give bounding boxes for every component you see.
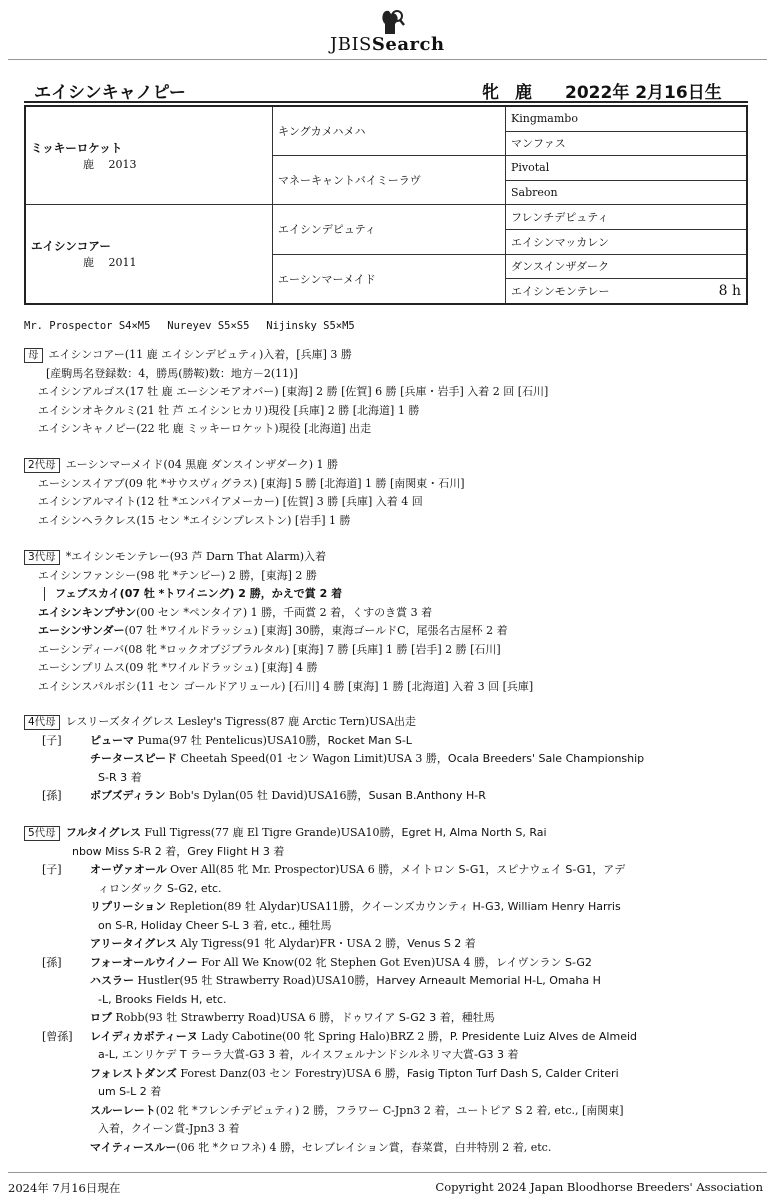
header-divider bbox=[8, 59, 767, 60]
section-head: エーシンマーメイド(04 黒鹿 ダンスインザダーク) 1 勝 bbox=[65, 458, 338, 471]
list-item: エーシンスイアブ(09 牝 *サウスヴィグラス) [東海] 5 勝 [北海道] 1 勝 [南関東・石川] bbox=[38, 476, 465, 490]
list-item-cont: ィロンダック S-G2, etc. bbox=[98, 881, 222, 895]
as-of-date: 2024年 7月16日現在 bbox=[8, 1181, 121, 1195]
pedigree-dam-dam[interactable]: エーシンマーメイド bbox=[273, 254, 506, 304]
section-dam bbox=[24, 346, 548, 439]
section-head: エイシンコアー(11 鹿 エイシンデピュティ)入着，[兵庫] 3 勝 bbox=[48, 348, 352, 361]
list-item: ハスラー Hustler(95 牡 Strawberry Road)USA10勝，Harvey Arneault Memorial H-L, Omaha H bbox=[90, 974, 601, 987]
list-item: フェブスカイ(07 牡 *トワイニング) 2 勝，かえで賞 2 着 bbox=[24, 585, 533, 604]
list-item: エイシンキャノピー(22 牝 鹿 ミッキーロケット)現役 [北海道] 出走 bbox=[38, 422, 372, 435]
horse-sex: 牝 bbox=[482, 83, 499, 103]
list-item: エイシンスパルボシ(11 セン ゴールドアリュール) [石川] 4 勝 [東海] 1 勝 [北海道] 入着 3 回 [兵庫] bbox=[38, 679, 534, 693]
pedigree-sire[interactable]: ミッキーロケット 鹿 2013 bbox=[25, 106, 273, 205]
list-item-cont: nbow Miss S-R 2 着，Grey Flight H 3 着 bbox=[72, 844, 285, 858]
list-item: エイシンオキクルミ(21 牡 芦 エイシンヒカリ)現役 [兵庫] 2 勝 [北海道] 1 勝 bbox=[38, 403, 420, 417]
list-item-cont: -L, Brooks Fields H, etc. bbox=[98, 992, 227, 1006]
horse-name: エイシンキャノピー bbox=[34, 83, 186, 103]
copyright: Copyright 2024 Japan Bloodhorse Breeders' Association bbox=[435, 1180, 763, 1194]
pedigree-sds[interactable]: Pivotal bbox=[506, 156, 748, 181]
pedigree-sire-dam[interactable]: マネーキャントバイミーラヴ bbox=[273, 156, 506, 205]
pedigree-ssd[interactable]: マンファス bbox=[506, 131, 748, 156]
list-item: エイシンファンシー(98 牝 *テンビー) 2 勝，[東海] 2 勝 bbox=[38, 568, 317, 582]
section-tag: 5代母 bbox=[24, 826, 60, 841]
list-item: [曾孫] レイディカボティーヌ Lady Cabotine(00 牝 Spring Halo)BRZ 2 勝，P. Presidente Luiz Alves de Almeid bbox=[42, 1029, 637, 1043]
pedigree-dss[interactable]: フレンチデピュティ bbox=[506, 205, 748, 230]
section-3rd-dam bbox=[24, 548, 533, 696]
title-rule bbox=[24, 101, 748, 103]
logo-jbis: JBIS bbox=[330, 34, 372, 55]
inbreed-mark: 8 h bbox=[718, 282, 741, 299]
list-item: [子] オーヴァオール Over All(85 牝 Mr. Prospector)USA 6 勝，メイトロン S-G1，スピナウェイ S-G1，アデ bbox=[42, 863, 626, 876]
horse-color: 鹿 bbox=[515, 83, 532, 103]
logo-search: Search bbox=[371, 34, 445, 55]
pedigree-dsd[interactable]: エイシンマッカレン bbox=[506, 229, 748, 254]
horse-birthdate: 2022年 2月16日生 bbox=[565, 83, 722, 103]
list-item: チータースピード Cheetah Speed(01 セン Wagon Limit)USA 3 勝，Ocala Breeders' Sale Championship bbox=[90, 752, 645, 765]
pedigree-dam-sire[interactable]: エイシンデピュティ bbox=[273, 205, 506, 254]
list-item: マイティースルー(06 牝 *クロフネ) 4 勝，セレブレイション賞，春菜賞，白井特別 2 着, etc. bbox=[90, 1140, 552, 1154]
list-item: エイシンアルゴス(17 牡 鹿 エーシンモアオバー) [東海] 2 勝 [佐賀] 6 勝 [兵庫・岩手] 入着 2 回 [石川] bbox=[38, 385, 549, 398]
pedigree-dam[interactable]: エイシンコアー 鹿 2011 bbox=[25, 205, 273, 304]
section-4th-dam bbox=[24, 713, 644, 806]
list-item: エイシンアルマイト(12 牡 *エンパイアメーカー) [佐賀] 3 勝 [兵庫] 入着 4 回 bbox=[38, 495, 423, 508]
section-tag: 2代母 bbox=[24, 458, 60, 473]
list-item-cont: a-L, エンリケデ T ラーラ大賞-G3 3 着，ルイスフェルナンドシルネリマ大賞-G3 3 着 bbox=[98, 1048, 519, 1061]
list-item-cont: 入着，クイーン賞-Jpn3 3 着 bbox=[98, 1122, 240, 1135]
list-item: エイシンヘラクレス(15 セン *エイシンプレストン) [岩手] 1 勝 bbox=[38, 513, 351, 527]
list-item: アリータイグレス Aly Tigress(91 牝 Alydar)FR・USA 2 勝，Venus S 2 着 bbox=[90, 937, 476, 950]
pedigree-sire-sire[interactable]: キングカメハメハ bbox=[273, 106, 506, 156]
list-item: フォレストダンズ Forest Danz(03 セン Forestry)USA 6 勝，Fasig Tipton Turf Dash S, Calder Criteri bbox=[90, 1066, 619, 1080]
list-item: エーシンディーバ(08 牝 *ロックオブジブラルタル) [東海] 7 勝 [兵庫] 1 勝 [岩手] 2 勝 [石川] bbox=[38, 642, 501, 656]
pedigree-sdd[interactable]: Sabreon bbox=[506, 180, 748, 205]
pedigree-ddd[interactable]: エイシンモンテレー 8 h bbox=[506, 279, 748, 304]
section-head: *エイシンモンテレー(93 芦 Darn That Alarm)入着 bbox=[65, 550, 327, 563]
jbis-logo[interactable] bbox=[330, 8, 460, 55]
pedigree-table bbox=[24, 105, 748, 305]
section-2nd-dam bbox=[24, 456, 465, 530]
list-item: エイシンキンプサン(00 セン *ペンタイア) 1 勝，千両賞 2 着，くすのき賞 3 着 bbox=[38, 605, 433, 619]
footer-divider bbox=[8, 1172, 767, 1173]
pedigree-dds[interactable]: ダンスインザダーク bbox=[506, 254, 748, 279]
section-head: レスリーズタイグレス Lesley's Tigress(87 鹿 Arctic Tern)USA出走 bbox=[65, 715, 416, 728]
list-item: ロブ Robb(93 牡 Strawberry Road)USA 6 勝，ドゥワイア S-G2 3 着，種牡馬 bbox=[90, 1011, 495, 1024]
section-tag: 4代母 bbox=[24, 715, 60, 730]
list-item: リプリーション Repletion(89 牡 Alydar)USA11勝，クイーンズカウンティ H-G3, William Henry Harris bbox=[90, 900, 621, 913]
section-tag: 3代母 bbox=[24, 550, 60, 565]
list-item: エーシンプリムス(09 牝 *ワイルドラッシュ) [東海] 4 勝 bbox=[38, 661, 318, 674]
list-item: [産駒馬名登録数：4，勝馬(勝鞍)数：地方－2(11)] bbox=[46, 366, 298, 380]
inbreeding-summary: Mr. Prospector S4×M5 Nureyev S5×S5 Nijinsky S5×M5 bbox=[24, 320, 355, 332]
list-item: [孫] ボブズディラン Bob's Dylan(05 牡 David)USA16勝，Susan B.Anthony H-R bbox=[42, 789, 486, 802]
list-item: エーシンサンダー(07 牡 *ワイルドラッシュ) [東海] 30勝，東海ゴールドC，尾張名古屋杯 2 着 bbox=[38, 624, 508, 637]
pedigree-sss[interactable]: Kingmambo bbox=[506, 106, 748, 131]
list-item-cont: on S-R, Holiday Cheer S-L 3 着, etc., 種牡馬 bbox=[98, 918, 332, 932]
list-item: [子] ピューマ Puma(97 牡 Pentelicus)USA10勝，Rocket Man S-L bbox=[42, 733, 412, 747]
list-item-cont: um S-L 2 着 bbox=[98, 1085, 162, 1098]
list-item: [孫] フォーオールウイノー For All We Know(02 牝 Stephen Got Even)USA 4 勝，レイヴンラン S-G2 bbox=[42, 955, 592, 969]
list-item: スルーレート(02 牝 *フレンチデピュティ) 2 勝，フラワー C-Jpn3 2 着，ユートピア S 2 着, etc., [南関東] bbox=[90, 1103, 624, 1117]
section-tag: 母 bbox=[24, 348, 43, 363]
list-item-cont: S-R 3 着 bbox=[98, 770, 142, 784]
section-5th-dam: 5代母 フルタイグレス Full Tigress(77 鹿 El Tigre Grande)USA10勝，Egret H, Alma North S, Rai nbow Miss S-R 2 着，Grey Flight H 3 着 [子] オーヴァオール Over All(85 牝 Mr. Prospector)USA 6 勝，メイトロン S-G1，スピナウェイ S-G1，アデ ィロンダック S-G2, etc. リプリーション Repletion(89 牡 Alydar)USA11勝，クイーンズカウンティ H-G3, William Henry Harris on S-R, Holiday Cheer S-L 3 着, etc., 種牡馬 アリータイグレス Aly Tigress(91 牝 Alydar)FR・USA 2 勝，Venus S 2 着 [孫] フォーオールウイノー For All We Know(02 牝 Stephen Got Even)USA 4 勝，レイヴンラン S-G2 ハスラー Hustler(95 牡 Strawberry Road)USA10勝，Harvey Arneault Memorial H-L, Omaha H -L, Brooks Fields H, etc. ロブ Robb(93 牡 Strawberry Road)USA 6 勝，ドゥワイア S-G2 3 着，種牡馬 [曾孫] レイディカボティーヌ Lady Cabotine(00 牝 Spring Halo)BRZ 2 勝，P. Presidente Luiz Alves de Almeid a-L, エンリケデ T ラーラ大賞-G3 3 着，ルイスフェルナンドシルネリマ大賞-G3 3 着 フォレストダンズ Forest Danz(03 セン Forestry)USA 6 勝，Fasig Tipton Turf Dash S, Calder Criteri um S-L 2 着 スルーレート(02 牝 *フレンチデピュティ) 2 勝，フラワー C-Jpn3 2 着，ユートピア S 2 着, etc., [南関東] 入着，クイーン賞-Jpn3 3 着 マイティースルー(06 牝 *クロフネ) 4 勝，セレブレイション賞，春菜賞，白井特別 2 着, etc. bbox=[24, 824, 637, 1157]
